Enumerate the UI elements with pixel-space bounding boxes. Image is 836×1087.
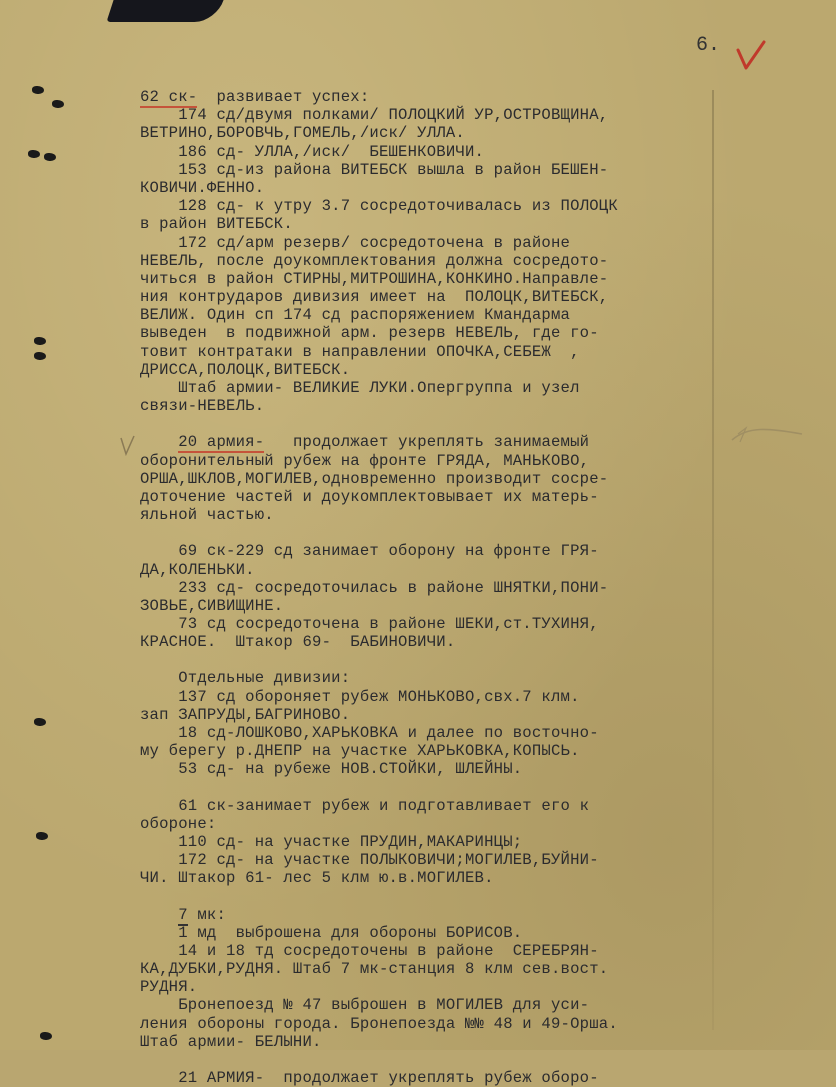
document-line: доточение частей и доукомплектовывает их матерь- bbox=[140, 487, 599, 506]
margin-tick-icon bbox=[118, 432, 138, 460]
document-line: связи-НЕВЕЛЬ. bbox=[140, 397, 265, 416]
binding-hole bbox=[28, 150, 40, 158]
document-line: КА,ДУБКИ,РУДНЯ. Штаб 7 мк-станция 8 клм сев.вост. bbox=[140, 960, 609, 979]
paragraph-gap bbox=[140, 651, 730, 669]
line-text: продолжает укреплять занимаемый bbox=[264, 433, 590, 452]
document-line: КОВИЧИ.ФЕННО. bbox=[140, 178, 265, 197]
document-line: Штаб армии- ВЕЛИКИЕ ЛУКИ.Опергруппа и узел bbox=[140, 379, 580, 397]
document-line: Отдельные дивизии: bbox=[140, 669, 351, 688]
paragraph-gap bbox=[140, 779, 730, 797]
binding-hole bbox=[36, 832, 48, 840]
document-line bbox=[140, 906, 730, 924]
document-line: ДРИССА,ПОЛОЦК,ВИТЕБСК. bbox=[140, 360, 351, 379]
document-line: выведен в подвижной арм. резерв НЕВЕЛЬ, где го- bbox=[140, 324, 599, 343]
document-line: ния контрударов дивизия имеет на ПОЛОЦК,ВИТЕБСК, bbox=[140, 288, 609, 307]
line-text: мк: bbox=[187, 905, 227, 924]
document-line: ЗОВЬЕ,СИВИЩИНЕ. bbox=[140, 596, 284, 615]
document-line: 73 сд сосредоточена в районе ШЕКИ,ст.ТУХИНЯ, bbox=[140, 615, 599, 634]
document-line: оборонительный рубеж на фронте ГРЯДА, МАНЬКОВО, bbox=[140, 451, 590, 470]
binding-hole bbox=[34, 352, 46, 360]
document-line: 137 сд обороняет рубеж МОНЬКОВО,свх.7 клм. bbox=[140, 687, 580, 706]
binding-hole bbox=[34, 718, 46, 726]
document-line: зап ЗАПРУДЫ,БАГРИНОВО. bbox=[140, 705, 351, 724]
document-line bbox=[140, 88, 730, 106]
document-line bbox=[140, 433, 730, 451]
document-line: 1 мд выброшена для обороны БОРИСОВ. bbox=[140, 923, 523, 942]
document-text bbox=[140, 88, 730, 1087]
document-line: 53 сд- на рубеже НОВ.СТОЙКИ, ШЛЕЙНЫ. bbox=[140, 760, 523, 779]
indent bbox=[140, 906, 178, 924]
binding-hole bbox=[44, 153, 56, 161]
document-line: 172 сд/арм резерв/ сосредоточена в районе bbox=[140, 233, 571, 252]
binding-hole bbox=[40, 1032, 52, 1040]
document-line: 128 сд- к утру 3.7 сосредоточивалась из ПОЛОЦК bbox=[140, 197, 618, 216]
document-line: ДА,КОЛЕНЬКИ. bbox=[140, 560, 255, 579]
ink-blot bbox=[106, 0, 223, 22]
document-line: Бронепоезд № 47 выброшен в МОГИЛЕВ для уси- bbox=[140, 996, 590, 1015]
document-line: му берегу р.ДНЕПР на участке ХАРЬКОВКА,КОПЫСЬ. bbox=[140, 742, 580, 761]
document-line: КРАСНОЕ. Штакор 69- БАБИНОВИЧИ. bbox=[140, 633, 456, 652]
document-line: Штаб армии- БЕЛЫНИ. bbox=[140, 1032, 322, 1051]
document-line: 153 сд-из района ВИТЕБСК вышла в район БЕШЕН- bbox=[140, 160, 609, 179]
document-line: ВЕТРИНО,БОРОВЧЬ,ГОМЕЛЬ,/иск/ УЛЛА. bbox=[140, 124, 465, 143]
page-number: 6. bbox=[696, 34, 721, 57]
document-line: читься в район СТИРНЫ,МИТРОШИНА,КОНКИНО.Направле- bbox=[140, 269, 609, 288]
document-line: товит контратаки в направлении ОПОЧКА,СЕБЕЖ , bbox=[140, 342, 580, 361]
document-line: яльной частью. bbox=[140, 506, 274, 525]
binding-hole bbox=[32, 86, 44, 94]
document-line: обороне: bbox=[140, 814, 217, 833]
document-line: ОРША,ШКЛОВ,МОГИЛЕВ,одновременно производит сосре- bbox=[140, 469, 609, 488]
document-line: ВЕЛИЖ. Один сп 174 сд распоряжением Кмандарма bbox=[140, 306, 571, 325]
document-line: 233 сд- сосредоточилась в районе ШНЯТКИ,ПОНИ- bbox=[140, 578, 609, 597]
binding-hole bbox=[52, 100, 64, 108]
margin-annotation-mark bbox=[728, 422, 808, 450]
document-line: ления обороны города. Бронепоезда №№ 48 и 49-Орша. bbox=[140, 1014, 618, 1033]
document-line: ЧИ. Штакор 61- лес 5 клм ю.в.МОГИЛЕВ. bbox=[140, 869, 494, 888]
document-line: 21 АРМИЯ- продолжает укреплять рубеж оборо- bbox=[140, 1069, 599, 1087]
document-line: 69 ск-229 сд занимает оборону на фронте ГРЯ- bbox=[140, 542, 599, 561]
document-line: 61 ск-занимает рубеж и подготавливает его к bbox=[140, 796, 590, 815]
document-line: в район ВИТЕБСК. bbox=[140, 215, 293, 234]
document-line: 174 сд/двумя полками/ ПОЛОЦКИЙ УР,ОСТРОВЩИНА, bbox=[140, 106, 609, 125]
paragraph-gap bbox=[140, 415, 730, 433]
document-line: 18 сд-ЛОШКОВО,ХАРЬКОВКА и далее по восточно- bbox=[140, 724, 599, 742]
document-line: НЕВЕЛЬ, после доукомплектования должна сосредото- bbox=[140, 251, 609, 270]
document-line: 172 сд- на участке ПОЛЫКОВИЧИ;МОГИЛЕВ,БУЙНИ- bbox=[140, 851, 599, 870]
underlined-heading: 20 армия- bbox=[178, 433, 265, 452]
checkmark-icon bbox=[734, 38, 768, 74]
indent bbox=[140, 433, 178, 451]
underlined-heading: 62 ск- bbox=[140, 88, 198, 106]
document-line: 14 и 18 тд сосредоточены в районе СЕРЕБРЯН- bbox=[140, 941, 599, 960]
binding-hole bbox=[34, 337, 46, 345]
paragraph-gap bbox=[140, 1051, 730, 1069]
document-line: 186 сд- УЛЛА,/иск/ БЕШЕНКОВИЧИ. bbox=[140, 142, 485, 161]
paragraph-gap bbox=[140, 524, 730, 542]
document-line: 110 сд- на участке ПРУДИН,МАКАРИНЦЫ; bbox=[140, 832, 523, 851]
line-text: развивает успех: bbox=[197, 88, 370, 106]
underlined-heading: 7 bbox=[178, 905, 188, 924]
document-line: РУДНЯ. bbox=[140, 978, 198, 997]
paragraph-gap bbox=[140, 888, 730, 906]
